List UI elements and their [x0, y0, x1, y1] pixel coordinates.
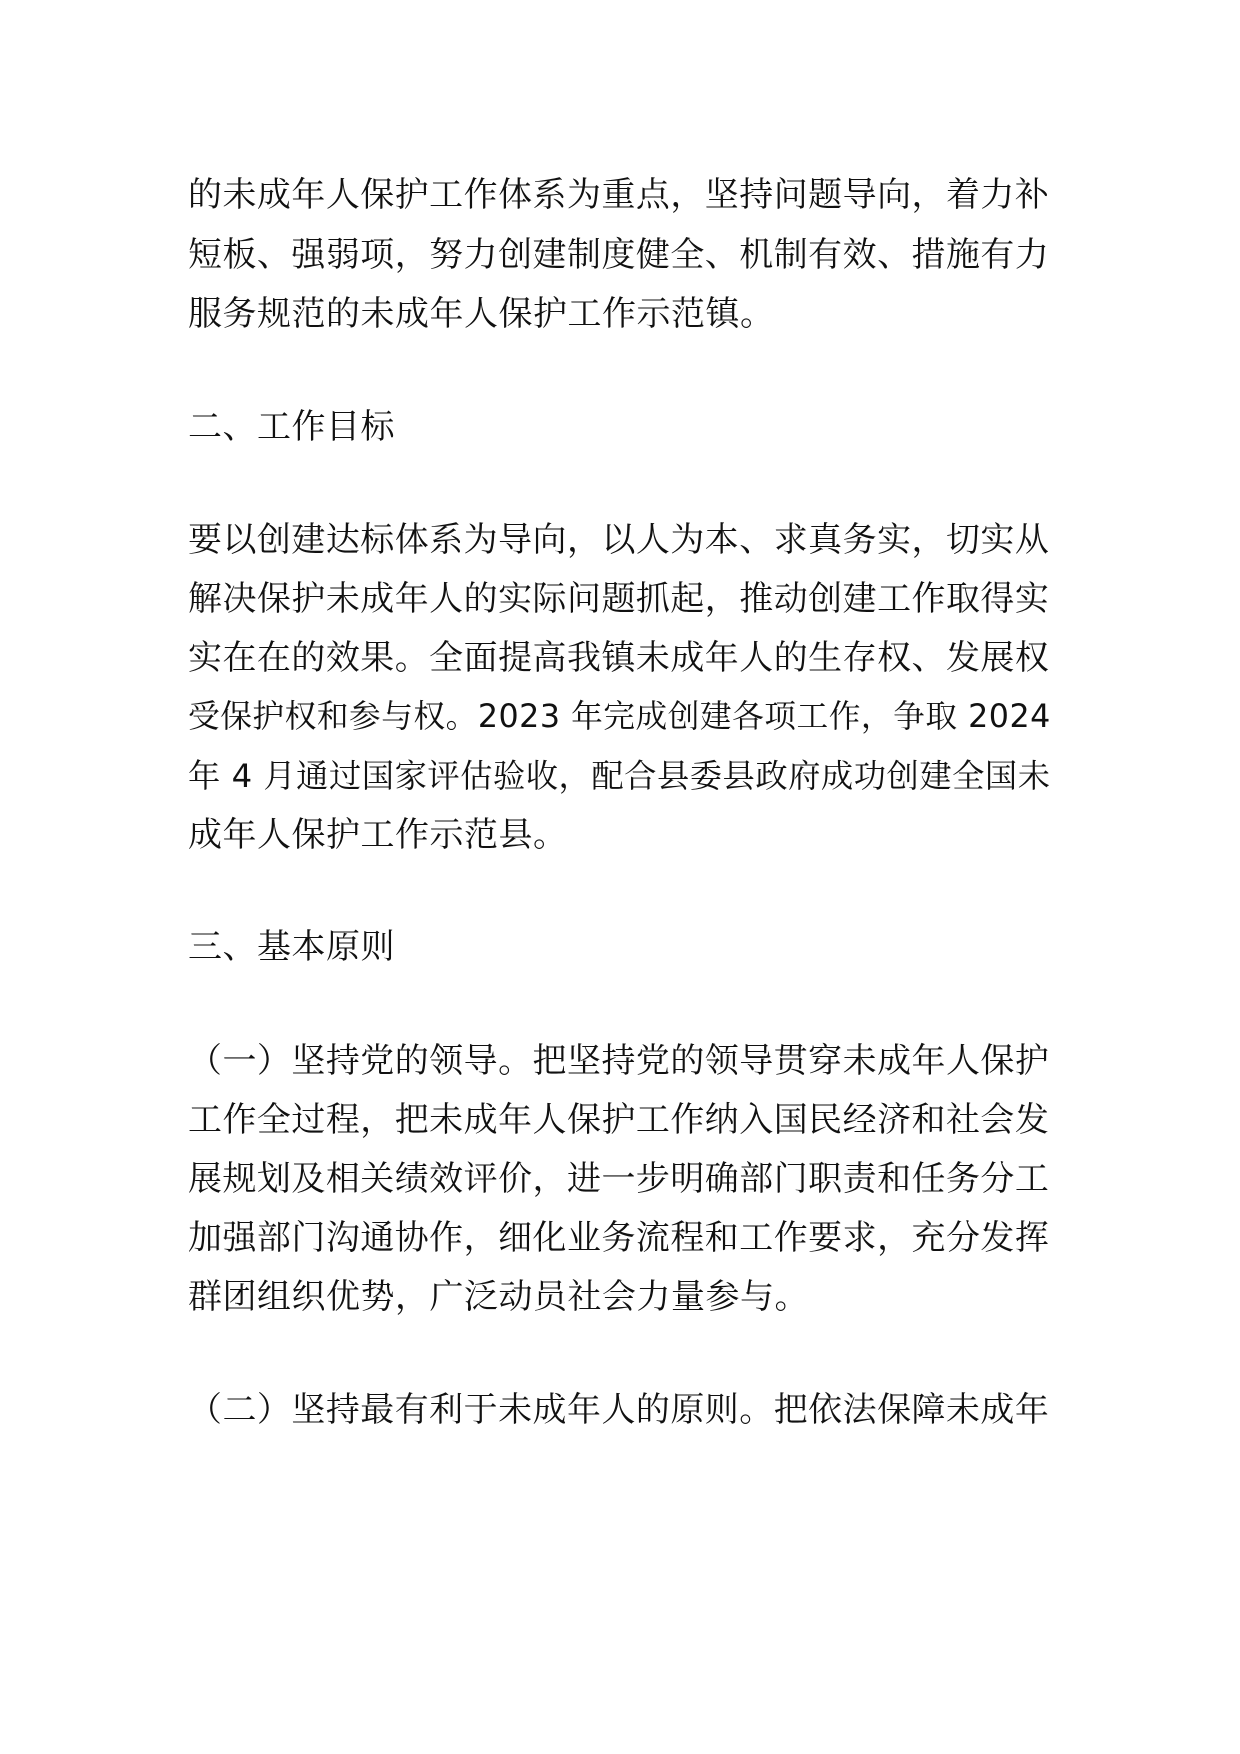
paragraph-line: 的未成年人保护工作体系为重点，坚持问题导向，着力补: [188, 175, 1050, 215]
paragraph-line: （二）坚持最有利于未成年人的原则。把依法保障未成年: [188, 1390, 1050, 1430]
paragraph-line: 服务规范的未成年人保护工作示范镇。: [188, 294, 775, 334]
paragraph-line: 年 4 月通过国家评估验收，配合县委县政府成功创建全国未: [188, 757, 1051, 795]
paragraph-line: 实在在的效果。全面提高我镇未成年人的生存权、发展权: [188, 638, 1050, 678]
paragraph-line: 展规划及相关绩效评价，进一步明确部门职责和任务分工: [188, 1159, 1050, 1199]
section-heading: 三、基本原则: [188, 927, 395, 967]
section-heading: 二、工作目标: [188, 407, 395, 447]
paragraph-line: 加强部门沟通协作，细化业务流程和工作要求，充分发挥: [188, 1218, 1050, 1258]
paragraph-line: （一）坚持党的领导。把坚持党的领导贯穿未成年人保护: [188, 1041, 1050, 1081]
paragraph-line: 成年人保护工作示范县。: [188, 815, 568, 855]
paragraph-line: 解决保护未成年人的实际问题抓起，推动创建工作取得实: [188, 579, 1050, 619]
paragraph-line: 工作全过程，把未成年人保护工作纳入国民经济和社会发: [188, 1100, 1050, 1140]
paragraph-line: 要以创建达标体系为导向，以人为本、求真务实，切实从: [188, 520, 1050, 560]
paragraph-line: 群团组织优势，广泛动员社会力量参与。: [188, 1277, 809, 1317]
paragraph-line: 短板、强弱项，努力创建制度健全、机制有效、措施有力: [188, 235, 1050, 275]
paragraph-line: 受保护权和参与权。2023 年完成创建各项工作，争取 2024: [188, 699, 1051, 735]
